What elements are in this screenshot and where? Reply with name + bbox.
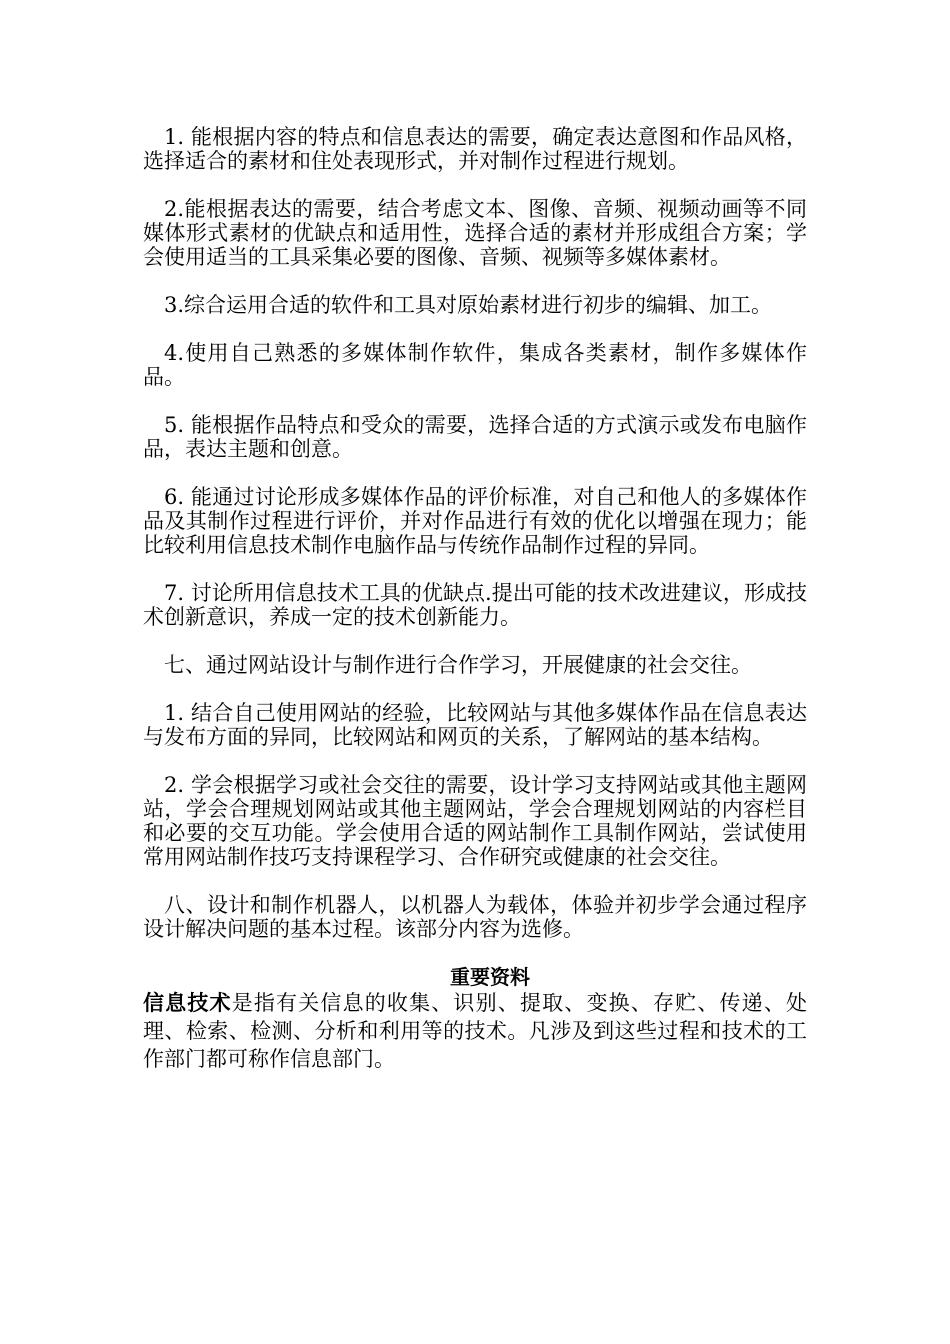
paragraph-7-2: 2. 学会根据学习或社会交往的需要，设计学习支持网站或其他主题网站，学会合理规划网站或其他主题网站，学会合理规划网站的内容栏目和必要的交互功能。学会使用合适的网站制作工具制作网站，尝试使用常用网站制作技巧支持课程学习、合作研究或健康的社会交往。 (143, 773, 807, 869)
paragraph-6: 6. 能通过讨论形成多媒体作品的评价标准，对自己和他人的多媒体作品及其制作过程进行评价，并对作品进行有效的优化以增强在现力；能比较利用信息技术制作电脑作品与传统作品制作过程的异同。 (143, 485, 807, 557)
paragraph-2: 2.能根据表达的需要，结合考虑文本、图像、音频、视频动画等不同媒体形式素材的优缺点和适用性，选择合适的素材并形成组合方案；学会使用适当的工具采集必要的图像、音频、视频等多媒体素材。 (143, 197, 807, 269)
paragraph-4: 4.使用自己熟悉的多媒体制作软件，集成各类素材，制作多媒体作品。 (143, 341, 807, 389)
section-seven-heading: 七、通过网站设计与制作进行合作学习，开展健康的社会交往。 (164, 653, 752, 677)
definition-term: 信息技术 (143, 991, 232, 1015)
definition-paragraph (143, 989, 807, 1073)
paragraph-5: 5. 能根据作品特点和受众的需要，选择合适的方式演示或发布电脑作品，表达主题和创意。 (143, 413, 807, 461)
paragraph-1: 1. 能根据内容的特点和信息表达的需要，确定表达意图和作品风格，选择适合的素材和住处表现形式，并对制作过程进行规划。 (143, 125, 807, 173)
definition-text: 是指有关信息的收集、识别、提取、变换、存贮、传递、处理、检索、检测、分析和利用等的技术。凡涉及到这些过程和技术的工作部门都可称作信息部门。 (143, 991, 808, 1071)
paragraph-7: 7. 讨论所用信息技术工具的优缺点.提出可能的技术改进建议，形成技术创新意识，养成一定的技术创新能力。 (143, 581, 807, 629)
important-materials-heading: 重要资料 (450, 965, 530, 989)
section-eight-paragraph: 八、设计和制作机器人，以机器人为载体，体验并初步学会通过程序设计解决问题的基本过程。该部分内容为选修。 (143, 893, 807, 941)
paragraph-3: 3.综合运用合适的软件和工具对原始素材进行初步的编辑、加工。 (164, 293, 773, 317)
document-page (143, 125, 807, 1073)
paragraph-7-1: 1. 结合自己使用网站的经验，比较网站与其他多媒体作品在信息表达与发布方面的异同，比较网站和网页的关系，了解网站的基本结构。 (143, 701, 807, 749)
